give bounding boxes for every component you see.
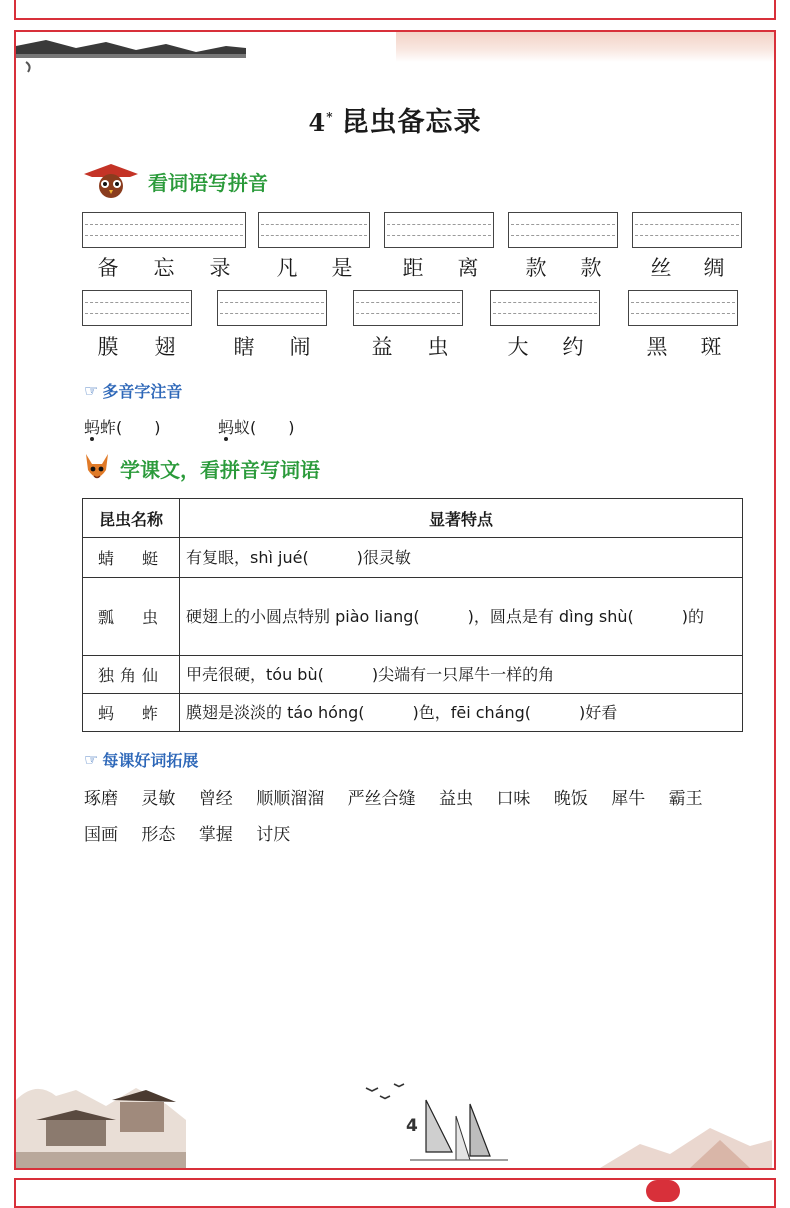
header-decoration	[16, 32, 774, 78]
extension-word: 口味	[496, 789, 531, 809]
feature-cell[interactable]: 有复眼，shì jué( )很灵敏	[180, 538, 743, 578]
feature-cell[interactable]: 硬翅上的小圆点特别 piào liang( )，圆点是有 dìng shù( )的	[180, 578, 743, 656]
extension-word: 严丝合缝	[347, 789, 416, 809]
insect-features-table	[82, 498, 743, 732]
word-char: 备	[97, 256, 119, 280]
roof-tiles-decoration	[16, 32, 246, 76]
word-char: 录	[209, 256, 231, 280]
word-char: 瞎	[233, 335, 255, 359]
extension-word: 国画	[84, 825, 118, 845]
extension-word: 益虫	[439, 789, 474, 809]
extension-word: 曾经	[198, 789, 233, 809]
section-heading-text: 看词语写拼音	[148, 170, 268, 195]
extension-word: 形态	[141, 825, 176, 845]
ink-mountain-illustration	[600, 1110, 772, 1168]
extension-word: 晚饭	[553, 789, 588, 809]
lesson-title-text: 昆虫备忘录	[341, 107, 482, 138]
word-char: 丝	[650, 256, 672, 280]
extension-word-list	[84, 784, 744, 809]
fox-mascot-icon	[82, 450, 112, 486]
extension-word: 琢磨	[84, 789, 118, 809]
section-heading-text-study	[82, 450, 320, 486]
subheading-extension	[84, 748, 198, 771]
extension-word: 掌握	[198, 825, 233, 845]
word-char: 款	[525, 256, 547, 280]
pinyin-answer-box[interactable]	[632, 212, 742, 248]
emphasis-dot	[90, 437, 94, 441]
ink-wash-band	[396, 32, 774, 62]
table-header-row	[83, 499, 743, 538]
pinyin-answer-box[interactable]	[82, 212, 246, 248]
polyphone-item: 蚂蚁( )	[218, 418, 295, 437]
feature-cell[interactable]: 甲壳很硬，tóu bù( )尖端有一只犀牛一样的角	[180, 656, 743, 694]
insect-name-cell: 蚂 蚱	[83, 694, 180, 732]
word-char: 约	[562, 335, 584, 359]
word-char: 是	[331, 256, 353, 280]
extension-word: 灵敏	[141, 789, 176, 809]
pavilion-illustration	[16, 1060, 186, 1168]
pinyin-answer-box[interactable]	[384, 212, 494, 248]
polyphone-item: 蚂蚱( )	[84, 418, 161, 437]
word-char: 距	[402, 256, 424, 280]
feature-cell[interactable]: 膜翅是淡淡的 táo hóng( )色，fēi cháng( )好看	[180, 694, 743, 732]
top-page-strip	[14, 0, 776, 20]
word-char: 闹	[289, 335, 311, 359]
pinyin-answer-box[interactable]	[217, 290, 327, 326]
subheading-text: 多音字注音	[102, 382, 183, 401]
extension-word: 犀牛	[611, 789, 646, 809]
word-char: 黑	[646, 335, 668, 359]
word-char: 忘	[153, 256, 175, 280]
word-char: 斑	[700, 335, 722, 359]
pinyin-answer-box[interactable]	[82, 290, 192, 326]
extension-word-list	[84, 820, 744, 845]
section-heading-pinyin	[82, 162, 268, 200]
word-char: 翅	[154, 335, 176, 359]
pinyin-answer-box[interactable]	[508, 212, 618, 248]
red-seal-decoration	[646, 1180, 680, 1202]
word-char: 膜	[97, 335, 119, 359]
extension-word: 霸王	[668, 789, 703, 809]
pinyin-answer-box[interactable]	[628, 290, 738, 326]
emphasis-dot	[224, 437, 228, 441]
subheading-polyphone	[84, 379, 182, 402]
lesson-number: 4	[308, 108, 327, 137]
pinyin-answer-box[interactable]	[353, 290, 463, 326]
section-heading-text: 学课文，看拼音写词语	[120, 457, 320, 482]
pointing-hand-icon: ☞	[84, 750, 99, 769]
word-char: 离	[457, 256, 479, 280]
pinyin-answer-box[interactable]	[490, 290, 600, 326]
pointing-hand-icon: ☞	[84, 381, 99, 400]
word-char: 益	[371, 335, 393, 359]
word-char: 大	[507, 335, 529, 359]
sailboat-illustration	[360, 1080, 510, 1164]
word-char: 款	[580, 256, 602, 280]
page-number: 4	[406, 1116, 418, 1136]
extension-word: 顺顺溜溜	[256, 789, 325, 809]
word-char: 绸	[703, 256, 725, 280]
table-row	[83, 578, 743, 656]
owl-mascot-icon	[82, 162, 140, 200]
column-header: 昆虫名称	[83, 499, 180, 538]
table-row	[83, 656, 743, 694]
lesson-title	[0, 100, 790, 139]
pinyin-answer-box[interactable]	[258, 212, 370, 248]
insect-name-cell: 蜻 蜓	[83, 538, 180, 578]
word-char: 虫	[427, 335, 449, 359]
lesson-mark: *	[326, 110, 334, 124]
extension-word: 讨厌	[256, 825, 291, 845]
table-row	[83, 538, 743, 578]
insect-name-cell: 瓢 虫	[83, 578, 180, 656]
word-char: 凡	[276, 256, 298, 280]
insect-name-cell: 独角仙	[83, 656, 180, 694]
column-header: 显著特点	[180, 499, 743, 538]
subheading-text: 每课好词拓展	[102, 751, 199, 770]
table-row	[83, 694, 743, 732]
